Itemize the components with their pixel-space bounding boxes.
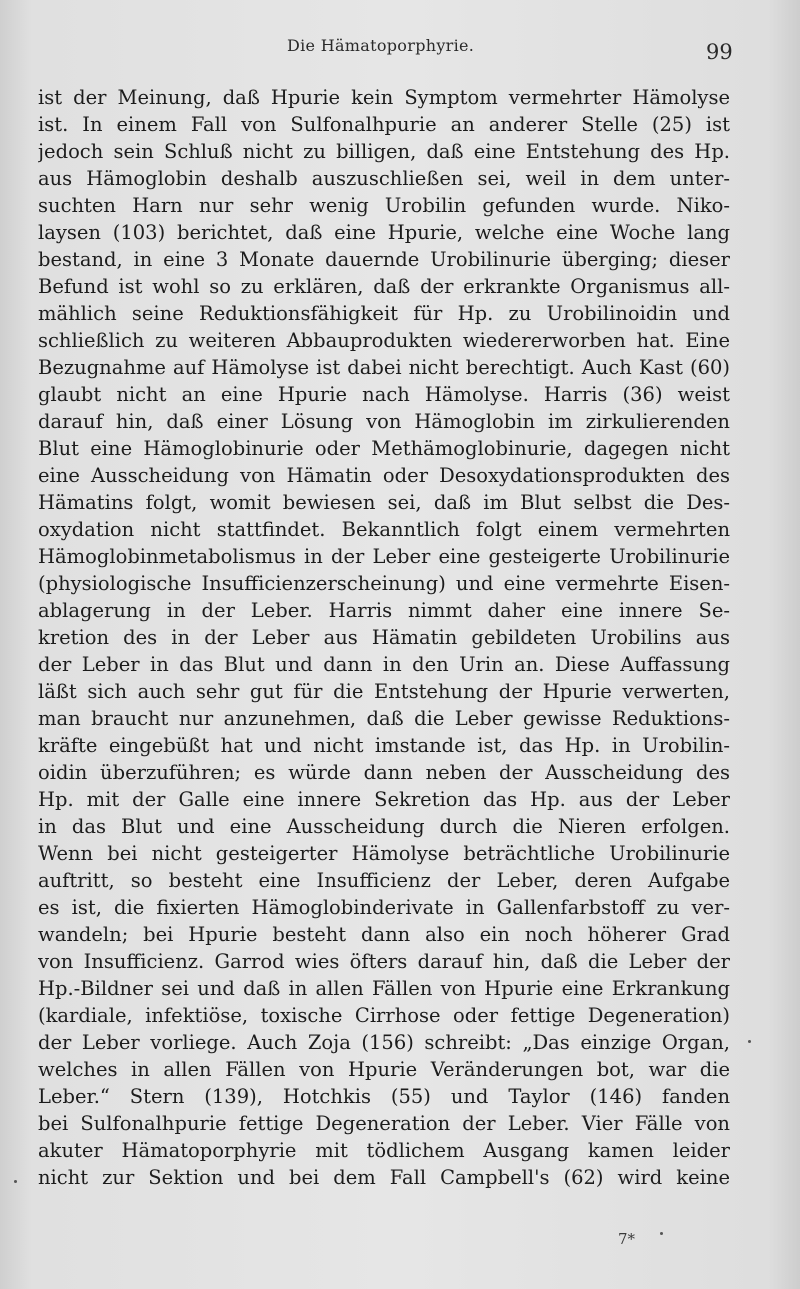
text-line: mählich seine Reduktionsfähigkeit für Hp. zu Urobilinoidin und (38, 302, 730, 325)
text-line: eine Ausscheidung von Hämatin oder Desoxydationsprodukten des (38, 464, 730, 487)
text-line: Wenn bei nicht gesteigerter Hämolyse beträchtliche Urobilinurie (38, 842, 730, 865)
running-title: Die Hämatoporphyrie. (287, 36, 475, 55)
text-line: welches in allen Fällen von Hpurie Veränderungen bot, war die (38, 1058, 730, 1081)
text-line: (kardiale, infektiöse, toxische Cirrhose oder fettige Degeneration) (38, 1004, 730, 1027)
text-line: Hämoglobinmetabolismus in der Leber eine gesteigerte Urobilinurie (38, 545, 730, 568)
text-line: ist. In einem Fall von Sulfonalhpurie an anderer Stelle (25) ist (38, 113, 730, 136)
text-line: kräfte eingebüßt hat und nicht imstande ist, das Hp. in Urobilin- (38, 734, 730, 757)
text-line: kretion des in der Leber aus Hämatin gebildeten Urobilins aus (38, 626, 730, 649)
text-line: akuter Hämatoporphyrie mit tödlichem Ausgang kamen leider (38, 1139, 730, 1162)
text-line: Leber.“ Stern (139), Hotchkis (55) und Taylor (146) fanden (38, 1085, 730, 1108)
text-line: in das Blut und eine Ausscheidung durch die Nieren erfolgen. (38, 815, 730, 838)
page-number: 99 (706, 40, 733, 64)
text-line: ablagerung in der Leber. Harris nimmt daher eine innere Se- (38, 599, 730, 622)
text-line: bestand, in eine 3 Monate dauernde Urobilinurie überging; dieser (38, 248, 730, 271)
text-line: der Leber vorliege. Auch Zoja (156) schreibt: „Das einzige Organ, (38, 1031, 730, 1054)
text-line: der Leber in das Blut und dann in den Urin an. Diese Auffassung (38, 653, 730, 676)
text-line: schließlich zu weiteren Abbauprodukten wiedererworben hat. Eine (38, 329, 730, 352)
text-line: (physiologische Insufficienzerscheinung) und eine vermehrte Eisen- (38, 572, 730, 595)
text-line: Bezugnahme auf Hämolyse ist dabei nicht berechtigt. Auch Kast (60) (38, 356, 730, 379)
text-line: aus Hämoglobin deshalb auszuschließen sei, weil in dem unter- (38, 167, 730, 190)
text-line: man braucht nur anzunehmen, daß die Leber gewisse Reduktions- (38, 707, 730, 730)
text-line: laysen (103) berichtet, daß eine Hpurie, welche eine Woche lang (38, 221, 730, 244)
text-line: bei Sulfonalhpurie fettige Degeneration der Leber. Vier Fälle von (38, 1112, 730, 1135)
text-line: oidin überzuführen; es würde dann neben der Ausscheidung des (38, 761, 730, 784)
text-line: suchten Harn nur sehr wenig Urobilin gefunden wurde. Niko- (38, 194, 730, 217)
text-line: auftritt, so besteht eine Insufficienz der Leber, deren Aufgabe (38, 869, 730, 892)
text-line: oxydation nicht stattfindet. Bekanntlich folgt einem vermehrten (38, 518, 730, 541)
text-line: läßt sich auch sehr gut für die Entstehung der Hpurie verwerten, (38, 680, 730, 703)
text-line: nicht zur Sektion und bei dem Fall Campbell's (62) wird keine (38, 1166, 730, 1189)
text-line: Befund ist wohl so zu erklären, daß der erkrankte Organismus all- (38, 275, 730, 298)
text-line: es ist, die fixierten Hämoglobinderivate in Gallenfarbstoff zu ver- (38, 896, 730, 919)
text-line: Blut eine Hämoglobinurie oder Methämoglobinurie, dagegen nicht (38, 437, 730, 460)
text-line: Hp.-Bildner sei und daß in allen Fällen von Hpurie eine Erkrankung (38, 977, 730, 1000)
body-text (38, 84, 730, 1191)
text-line: jedoch sein Schluß nicht zu billigen, daß eine Entstehung des Hp. (38, 140, 730, 163)
text-line: darauf hin, daß einer Lösung von Hämoglobin im zirkulierenden (38, 410, 730, 433)
text-line: glaubt nicht an eine Hpurie nach Hämolyse. Harris (36) weist (38, 383, 730, 406)
text-line: von Insufficienz. Garrod wies öfters darauf hin, daß die Leber der (38, 950, 730, 973)
text-line: wandeln; bei Hpurie besteht dann also ein noch höherer Grad (38, 923, 730, 946)
text-line: Hämatins folgt, womit bewiesen sei, daß im Blut selbst die Des- (38, 491, 730, 514)
text-line: Hp. mit der Galle eine innere Sekretion das Hp. aus der Leber (38, 788, 730, 811)
text-line: ist der Meinung, daß Hpurie kein Symptom vermehrter Hämolyse (38, 86, 730, 109)
margin-speck (748, 1040, 751, 1043)
sheet-signature: 7* (618, 1230, 636, 1248)
margin-speck (660, 1232, 663, 1235)
running-head (0, 36, 800, 66)
margin-speck (14, 1180, 17, 1183)
